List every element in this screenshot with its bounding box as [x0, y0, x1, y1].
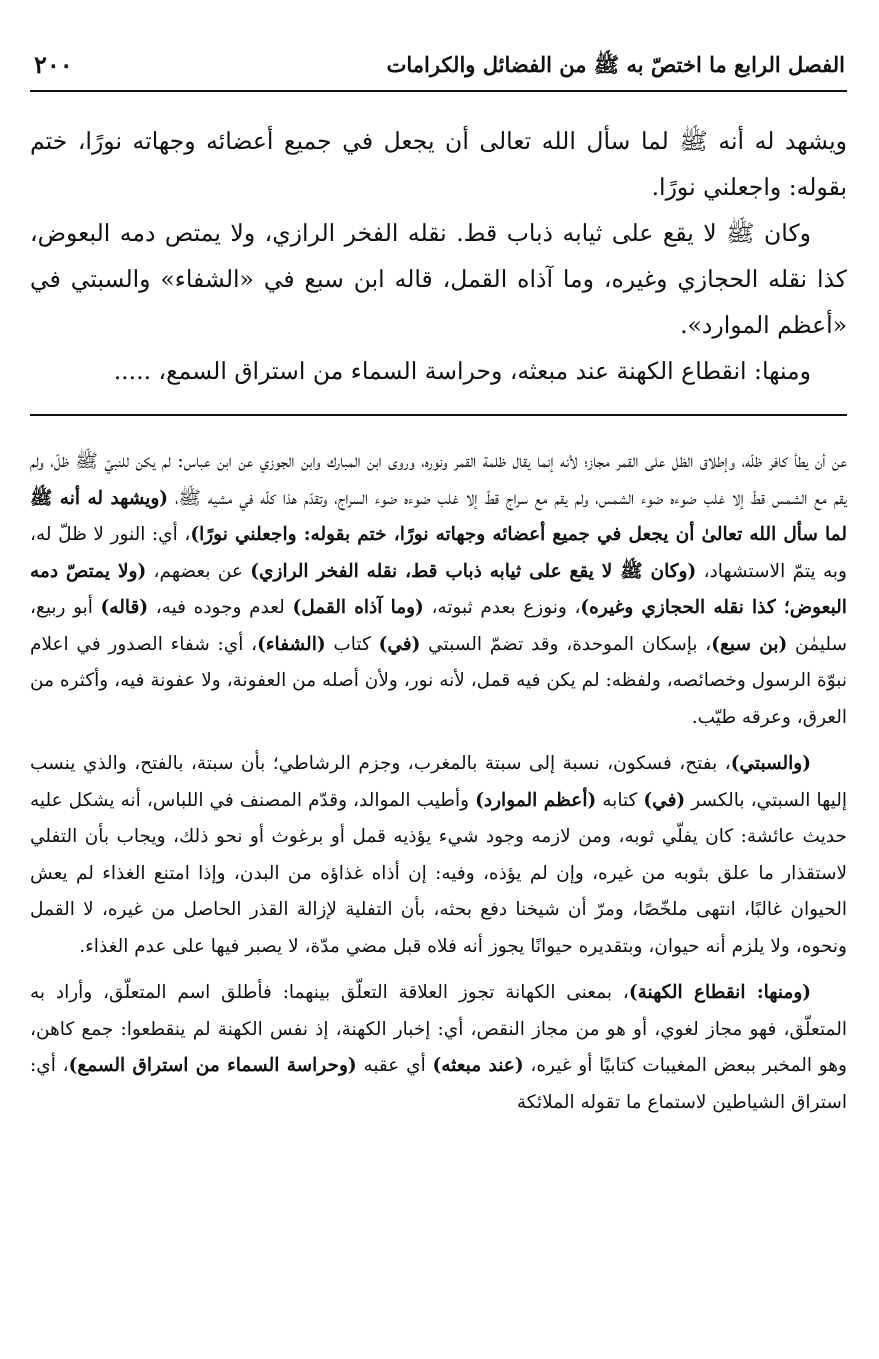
quoted-matn: (وما آذاه القمل): [292, 597, 424, 618]
commentary-text: أي عقبه: [363, 1055, 426, 1076]
commentary-text: ، ونوزع بعدم ثبوته،: [431, 597, 581, 618]
commentary-paragraph-1: [30, 444, 847, 736]
quoted-matn: (ويشهد له أنه ﷺ لما سأل الله تعالىٰ أن يجعل في جميع أعضائه وجهاته نورًا، ختم بقوله: واجعلني نورًا): [30, 487, 848, 545]
quoted-matn: (الشفاء): [257, 633, 326, 655]
quoted-matn: (ولا يمتصّ دمه البعوض؛ كذا نقله الحجازي وغيره): [30, 560, 847, 618]
commentary-text: ، بإسكان الموحدة، وقد تضمّ السبتي: [428, 633, 712, 655]
quoted-matn: (بن سبع): [711, 633, 788, 655]
commentary-text: ، بفتح، فسكون، نسبة إلى سبتة بالمغرب، وجزم الرشاطي؛ بأن سبتة، بالفتح، والذي ينسب إليها السبتي، بالكسر: [30, 753, 847, 811]
book-page: [30, 40, 847, 1339]
commentary-text: كتابه: [602, 789, 638, 811]
quoted-matn: (قاله): [100, 597, 149, 618]
quoted-matn: (ومنها: انقطاع الكهنة): [628, 982, 812, 1003]
commentary-paragraph-2: [30, 746, 847, 965]
commentary-text: أبو ربيع، سليمٰن: [30, 597, 848, 655]
commentary-text: لعدم وجوده فيه،: [155, 597, 285, 618]
main-paragraph-3: ومنها: انقطاع الكهنة عند مبعثه، وحراسة السماء من استراق السمع، .....: [113, 357, 811, 385]
main-text: [30, 118, 847, 394]
quoted-matn: (وحراسة السماء من استراق السمع): [68, 1055, 357, 1076]
commentary-text: ، بمعنى الكهانة تجوز العلاقة التعلّق بينهما: فأطلق اسم المتعلّق، وأراد به المتعلّق، فهو مجاز لغوي، أو هو من مجاز النقص، أي: إخبار الكهنة، إذ نفس الكهنة لم ينقطعوا: جمع كاهن، وهو المخبر ببعض المغيبات كتابيًا أو غيره،: [30, 982, 847, 1076]
main-paragraph-2: وكان ﷺ لا يقع على ثيابه ذباب قط. نقله الفخر الرازي، ولا يمتص دمه البعوض، كذا نقله الحجازي وغيره، وما آذاه القمل، قاله ابن سبع في «الشفاء» والسبتي في «أعظم الموارد».: [30, 219, 847, 339]
commentary: [30, 444, 847, 1121]
quoted-matn: (أعظم الموارد): [475, 789, 597, 811]
quoted-matn: (والسبتي): [730, 753, 811, 774]
commentary-text: ، أي: استراق الشياطين لاستماع ما تقوله الملائكة: [30, 1055, 847, 1113]
commentary-paragraph-3: [30, 975, 847, 1121]
commentary-text: وأطيب الموالد، وقدّم المصنف في اللباس، أنه يشكل عليه حديث عائشة: كان يفلّي ثوبه، ومن لازمه وجود شيء يؤذيه قمل أو برغوث أو نحو ذلك، ويجاب بأن التفلي لاستقذار ما علق بثوبه من غيره، وإن لم يؤذه، وفيه: إن أذاه غذاؤه من البدن، وإذا امتنع الغذاء لم يعش الحيوان غالبًا، انتهى ملخّصًا، ومرّ أن شيخنا دفع بحثه، بأن التفلية لإزالة القذر الحاصل من غيره، لا القمل ونحوه، ولا يلزم أنه حيوان، وبتقديره حيوانًا يجوز أنه فلاه قبل مضي مدّة، لا يصبر فيها على عدم الغذاء.: [30, 789, 847, 957]
quoted-matn: (في): [643, 789, 686, 811]
quoted-matn: (عند مبعثه): [432, 1055, 524, 1076]
running-title: الفصل الرابع ما اختصّ به ﷺ من الفضائل والكرامات: [386, 52, 845, 77]
page-header: [30, 40, 847, 92]
commentary-text: ، أي: شفاء الصدور في اعلام نبوّة الرسول وخصائصه، ولفظه: لم يكن فيه قمل، لأنه نور، ولأن أصله من العفونة، ولا عفونة فيه، وأكثره من العرق، وعرقه طيّب.: [30, 633, 847, 728]
page-number: ٢٠٠: [34, 50, 73, 79]
commentary-text: كتاب: [333, 633, 371, 655]
quoted-matn: (وكان ﷺ لا يقع على ثيابه ذباب قط، نقله الفخر الرازي): [250, 560, 697, 582]
commentary-text: ، أي: النور لا ظلّ له، وبه يتمّ الاستشهاد،: [30, 524, 847, 582]
commentary-text: عن بعضهم،: [153, 560, 243, 582]
footnote-separator: [30, 414, 847, 416]
quoted-matn: (في): [378, 633, 421, 655]
main-paragraph-1: ويشهد له أنه ﷺ لما سأل الله تعالى أن يجعل في جميع أعضائه وجهاته نورًا، ختم بقوله: واجعلني نورًا.: [30, 127, 847, 201]
commentary-text: عن أن يطأ كافر ظلّه، وإطلاق الظل على القمر مجاز؛ لأنه إنما يقال ظلمة القمر ونوره، وروى ابن المبارك وابن الجوزي عن ابن عباس: لم يكن للنبيّ ﷺ ظلّ، ولم يقم مع الشمس قطّ إلا غلب ضوءه ضوء الشمس، ولم يقم مع سراج قطّ إلا غلب ضوءه ضوء السراج، وتقدّم هذا كلّه في مشيه ﷺ،: [30, 451, 847, 509]
